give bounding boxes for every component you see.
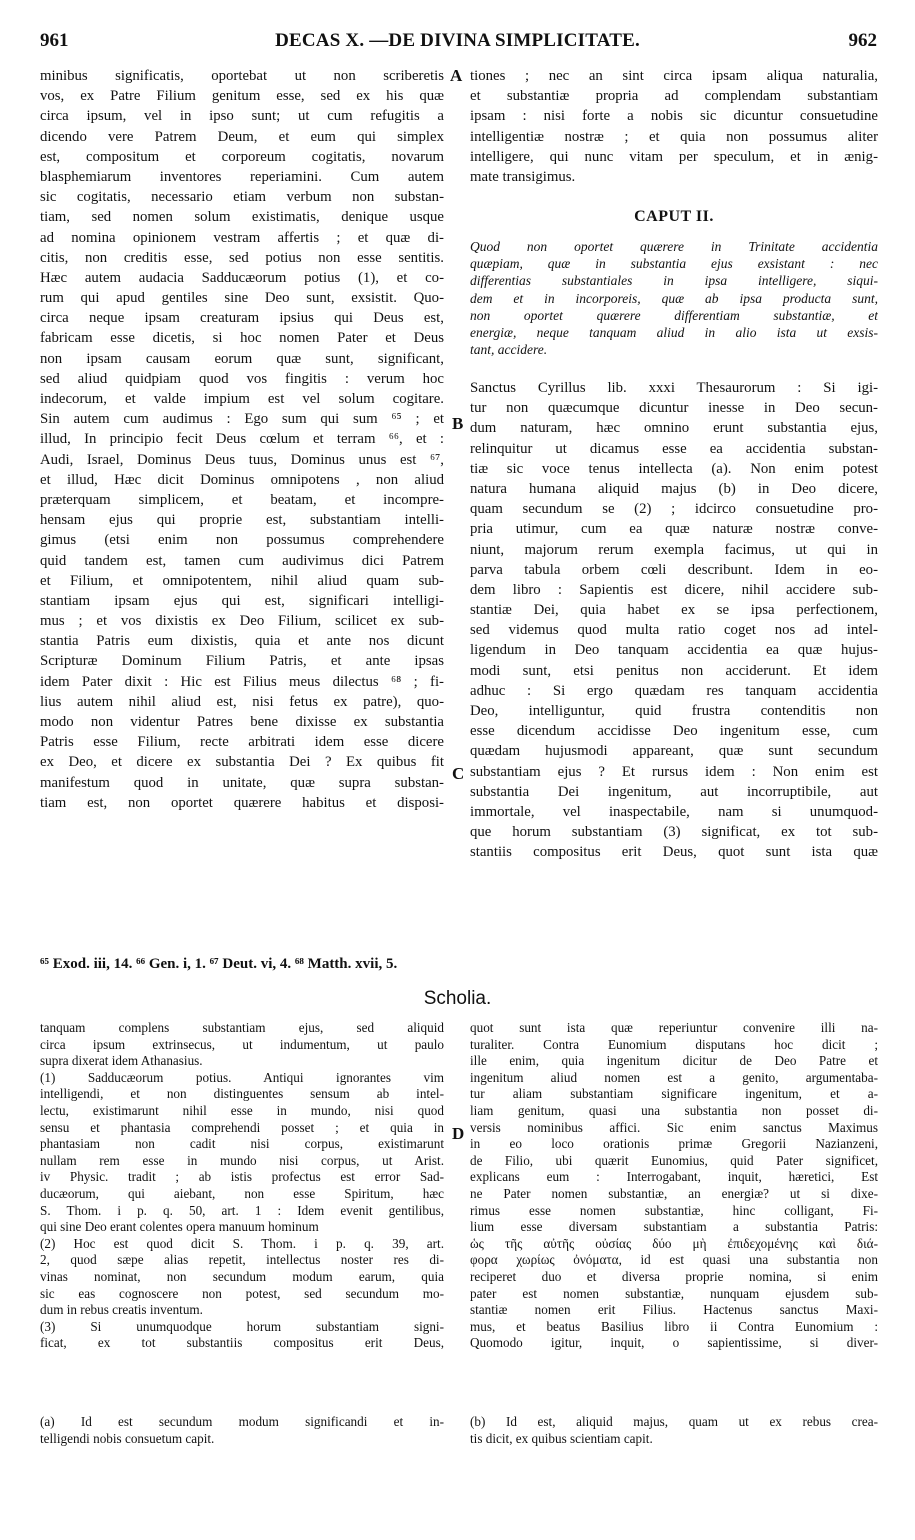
text-line: dem libro : Sapientis est dicere, nihil accidere sub- [470, 581, 878, 598]
text-line: energiæ, neque tanquam aliud in alio ista ut exsis- [470, 324, 878, 340]
scripture-references: ⁶⁵ Exod. iii, 14. ⁶⁶ Gen. i, 1. ⁶⁷ Deut. vi, 4. ⁶⁸ Matth. xvii, 5. [40, 956, 398, 972]
text-line: stantia Patris eum dixistis, quia et ante nos dicunt [40, 633, 444, 650]
text-line: substantiam ejus ? Et rursus idem : Non enim est [470, 763, 878, 780]
text-line: S. Thom. i p. q. 50, art. 1 : Idem evenit gentilibus, [40, 1202, 444, 1218]
chapter-heading: CAPUT II. [634, 208, 714, 225]
text-line: Quomodo igitur, inquit, o sapientissime, si diver- [470, 1335, 878, 1351]
text-line: non oportet quærere differentiam substantiæ, et [470, 307, 878, 323]
text-line: modi sunt, etsi penitus non acciderunt. Et idem [470, 662, 878, 679]
text-line: tur aliam substantiam significare ingenitum, et a- [470, 1086, 878, 1102]
text-line: tiæ sic voce tenus intellecta (a). Non enim potest [470, 460, 878, 477]
text-line: dicendo vere Patrem Deum, et eum qui simplex [40, 128, 444, 145]
text-line: 2, quod sæpe alias repetit, intellectus noster res di- [40, 1252, 444, 1268]
text-line: tiam est, non oportet quærere habitus et disposi- [40, 794, 444, 811]
text-line: intelligere, qui nunc vitam per speculum, et in ænig- [470, 148, 878, 165]
text-line: manifestum quod in unitate, quæ supra substan- [40, 774, 444, 791]
text-line: præterquam simplicem, et beatam, et incompre- [40, 491, 444, 508]
text-line: nullam rem esse in mundo nisi corpus, ut Arist. [40, 1152, 444, 1168]
text-line: sic eas cognoscere non potest, sed secundum mo- [40, 1285, 444, 1301]
text-line: vos, ex Patre Filium genitum esse, sed ex his quæ [40, 88, 444, 105]
text-line: dum naturam, hæc omnino erunt substantia ejus, [470, 420, 878, 437]
text-line: tis dicit, ex quibus scientiam capit. [470, 1430, 653, 1446]
text-line: ὡς τῆς αὐτῆς οὐσίας δύο μὴ ἐπιδεχομένης καὶ διά- [470, 1235, 878, 1251]
text-line: fabricam esse dicetis, si hoc nomen Pater et Deus [40, 330, 444, 347]
text-line: hensam ejus qui proprie est, substantiam intelli- [40, 512, 444, 529]
text-line: ipsam : nisi forte a nobis sic dicuntur consuetudine [470, 108, 878, 125]
text-line: sic cogitatis, necessario etiam verbum non substan- [40, 189, 444, 206]
text-line: et substantiæ propria ad complendam substantiam [470, 88, 878, 105]
text-line: mate transigimus. [470, 168, 576, 185]
text-line: (3) Si unumquodque horum substantiam signi- [40, 1318, 444, 1334]
text-line: que horum substantiam (3) significat, ex tot sub- [470, 824, 878, 841]
text-line: explicans eum : Interrogabant, inquit, hæretici, Est [470, 1169, 878, 1185]
text-line: tur non quæcumque dicuntur inesse in Deo secun- [470, 400, 878, 417]
text-line: (2) Hoc est quod dicit S. Thom. i p. q. 39, art. [40, 1235, 444, 1251]
text-line: in eo loco orationis primæ Gregorii Nazianzeni, [470, 1136, 878, 1152]
text-line: citis, non creditis esse, sed potius non esse sentitis. [40, 249, 444, 266]
text-line: (1) Sadducæorum potius. Antiqui ignorantes vim [40, 1069, 444, 1085]
text-line: circa ipsum extrinsecus, ut indumentum, ut paulo [40, 1036, 444, 1052]
margin-marker-b: B [452, 414, 464, 433]
footnote-left [40, 1414, 444, 1447]
text-line: stantiæ nomen erit Filius. Hactenus sanctus Maxi- [470, 1302, 878, 1318]
text-line: Hæc autem audacia Sadducæorum potius (1), et co- [40, 269, 444, 286]
text-line: phantasiam non cadit nisi corpus, existimarunt [40, 1136, 444, 1152]
text-line: reciperet duo et diversa proprie nomina, si enim [470, 1268, 878, 1284]
text-line: rum qui apud gentiles sine Deo sunt, exsistit. Quo- [40, 290, 444, 307]
text-line: intelligendi, et non distinguentes sensum ab intel- [40, 1086, 444, 1102]
text-line: tiam, sed nomen solum existimatis, denique usque [40, 209, 444, 226]
text-line: rimus esse nomen substantiæ, hinc colligant, Fi- [470, 1202, 878, 1218]
text-line: ex Deo, et dicere ex substantia Dei ? Ex quibus fit [40, 754, 444, 771]
text-line: turaliter. Contra Eunomium disputans hoc dicit ; [470, 1036, 878, 1052]
text-line: dum in rebus creatis inventum. [40, 1302, 203, 1318]
text-line: Scripturæ Dominum Filium Patris, et ante ipsas [40, 653, 444, 670]
text-line: illud, In principio fecit Deus cœlum et terram ⁶⁶, et : [40, 431, 444, 448]
margin-marker-c: C [452, 764, 465, 783]
text-line: supra dixerat idem Athanasius. [40, 1053, 203, 1069]
text-line: Quod non oportet quærere in Trinitate accidentia [470, 239, 878, 254]
text-line: quædam hujusmodi appareant, quæ sunt secundum [470, 743, 878, 760]
text-line: ducæorum, qui aiebant, non esse Spiritum, hæc [40, 1185, 444, 1201]
right-text-column-top [470, 66, 878, 187]
scholia-heading: Scholia. [423, 988, 492, 1009]
text-line: relinquitur ut dicamus esse ea accidentia substan- [470, 440, 878, 457]
text-line: ne Pater nomen substantiæ, an energiæ? ut si dixe- [470, 1185, 878, 1201]
text-line: quot sunt ista quæ reperiuntur convenire illi na- [470, 1020, 878, 1035]
text-line: iv Physic. tradit ; ab istis profectus est error Sad- [40, 1169, 444, 1185]
text-line: ad nomina opinionem vestram affertis ; et quæ di- [40, 229, 444, 246]
text-line: indecorum, et valde impium est vel solum cogitare. [40, 391, 444, 407]
text-line: pater est nomen substantiæ, nunquam ejusdem sub- [470, 1285, 878, 1301]
scholia-notes-right [470, 1020, 878, 1352]
margin-marker-a: A [450, 66, 463, 85]
running-title: DECAS X. —DE DIVINA SIMPLICITATE. [275, 30, 640, 51]
text-line: Patris esse Filium, recte arbitrati idem esse dicere [40, 734, 444, 751]
text-line: circa neque ipsam creaturam ipsius qui Deus est, [40, 310, 444, 327]
text-line: ille enim, quia ingenitum dicitur de Deo Patre et [470, 1053, 878, 1069]
text-line: ficat, ex tot substantiis compositus erit Deus, [40, 1335, 444, 1351]
right-text-column-main [470, 378, 878, 863]
text-line: natura humana aliquid majus (b) in Deo dicere, [470, 480, 878, 497]
text-line: et Filium, et omnipotentem, nihil aliud quam sub- [40, 572, 444, 589]
page-header [0, 30, 915, 56]
chapter-summary [470, 238, 878, 358]
text-line: tiones ; nec an sint circa ipsam aliqua naturalia, [470, 68, 878, 84]
text-line: pria utimur, cum ea quæ naturæ nostræ conve- [470, 521, 878, 538]
text-line: mus, et beatus Basilius libro ii Contra Eunomium : [470, 1318, 878, 1334]
margin-marker-d: D [452, 1124, 465, 1143]
footnote-right [470, 1414, 878, 1447]
text-line: lium esse diversam substantiam a substantia Patris: [470, 1219, 878, 1235]
text-line: Audi, Israel, Dominus Deus tuus, Dominus unus est ⁶⁷, [40, 451, 444, 468]
text-line: stantiis compositus erit Deus, quot sunt ista quæ [470, 844, 878, 861]
text-line: φορα χωρίως ὀνόματα, id est quasi una substantia non [470, 1252, 878, 1268]
text-line: circa ipsum, vel in ipso sunt; ut cum refugitis a [40, 108, 444, 125]
text-line: stantiæ Dei, quia habet ex se ipsa perfectionem, [470, 602, 878, 619]
text-line: mus ; et vos dixistis ex Deo Filium, scilicet ex sub- [40, 613, 444, 630]
text-line: (b) Id est, aliquid majus, quam ut ex rebus crea- [470, 1414, 878, 1429]
left-text-column [40, 66, 444, 813]
text-line: gimus (etsi enim non possumus comprehendere [40, 532, 444, 549]
text-line: (a) Id est secundum modum significandi et in- [40, 1414, 444, 1429]
text-line: esse dicendum accidisse Deo ingenitum esse, cum [470, 723, 878, 740]
text-line: quæpiam, quæ in substantia ejus exsistant : nec [470, 256, 878, 272]
text-line: lectu, existimarunt nihil esse in mundo, nisi quod [40, 1102, 444, 1118]
page-number-right: 962 [848, 30, 877, 51]
text-line: modo non videntur Patres bene dixisse ex substantia [40, 714, 444, 730]
text-line: intelligentiæ nostræ ; et quia non possumus aliter [470, 128, 878, 145]
text-line: niunt, majorum rerum exempla facimus, ut qui in [470, 541, 878, 558]
text-line: est, compositum et corporeum cogitatis, novarum [40, 148, 444, 165]
text-line: liam genitum, quasi una substantia non posset di- [470, 1102, 878, 1118]
text-line: parva tabula orbem cœli describunt. Idem in eo- [470, 561, 878, 578]
text-line: sed aliud quidpiam quod vos fingitis : verum hoc [40, 370, 444, 387]
text-line: blasphemiarum inventores reperiamini. Cum autem [40, 168, 444, 185]
text-line: vinas nominat, non secundum modum earum, quia [40, 1268, 444, 1284]
page-number-left: 961 [40, 30, 69, 51]
text-line: adhuc : Si ergo quædam res tanquam accidentia [470, 682, 878, 699]
text-line: et illud, Hæc dicit Dominus omnipotens , non aliud [40, 471, 444, 488]
text-line: tanquam complens substantiam ejus, sed aliquid [40, 1020, 444, 1035]
text-line: versis nominibus affici. Sic enim sanctus Maximus [470, 1119, 878, 1135]
text-line: qui sine Deo erant colentes opera manuum hominum [40, 1219, 319, 1235]
text-line: quam secundum se (2) ; idcirco consuetudine pro- [470, 501, 878, 518]
text-line: Deo, intelliguntur, quid frustra contenditis non [470, 703, 878, 719]
text-line: idem Pater dixit : Hic est Filius meus dilectus ⁶⁸ ; fi- [40, 673, 444, 690]
text-line: differentias substantiales in ipsa intelligere, siqui- [470, 273, 878, 289]
text-line: lius autem nihil aliud est, nisi fetus ex patre), quo- [40, 693, 444, 710]
text-line: immortale, vel inaspectabile, nam si unumquod- [470, 803, 878, 820]
text-line: dem et in incorporeis, quæ ab ipsa producta sunt, [470, 290, 878, 306]
scholia-notes-left [40, 1020, 444, 1352]
text-line: sed videmus quod multa ratio coget nos ad intel- [470, 622, 878, 639]
text-line: Sin autem cum audimus : Ego sum qui sum ⁶⁵ ; et [40, 411, 444, 428]
text-line: non ipsam causam eorum quæ sunt, significant, [40, 350, 444, 367]
text-line: sensu et phantasia comprehendi posset ; et quia in [40, 1119, 444, 1135]
text-line: quid tandem est, tamen cum audivimus dici Patrem [40, 552, 444, 569]
text-line: minibus significatis, oportebat ut non scriberetis [40, 68, 444, 84]
text-line: telligendi nobis consuetum capit. [40, 1430, 215, 1446]
text-line: Sanctus Cyrillus lib. xxxi Thesaurorum : Si igi- [470, 380, 878, 396]
text-line: ingenitum aliud nomen est a genito, argumentaba- [470, 1069, 878, 1085]
text-line: tant, accidere. [470, 342, 548, 358]
text-line: de Filio, ubi quærit Eunomius, quid Pater significet, [470, 1152, 878, 1168]
text-line: stantiam ipsam ejus qui est, significari intelligi- [40, 592, 444, 609]
text-line: substantia Dei ingenitum, aut incorruptibile, aut [470, 783, 878, 800]
text-line: ligendum in Deo tanquam accidentia ea quæ hujus- [470, 642, 878, 659]
